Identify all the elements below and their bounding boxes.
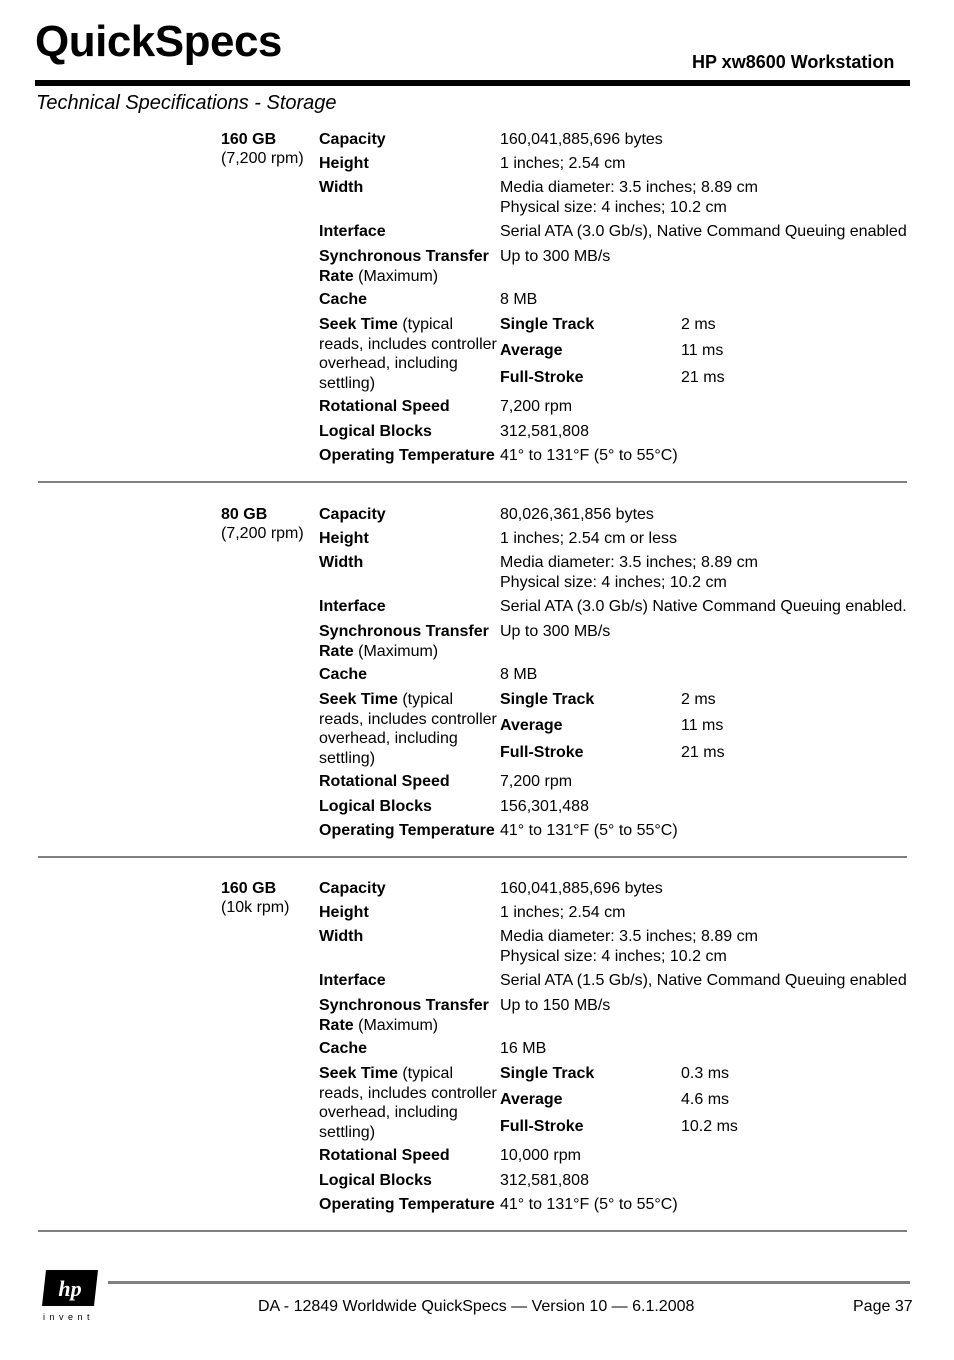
- value-sync-rate: Up to 150 MB/s: [500, 997, 611, 1014]
- label-seek-bold: Seek Time: [319, 316, 398, 333]
- value-average: 11 ms: [681, 717, 724, 734]
- label-logical-blocks: Logical Blocks: [319, 798, 432, 815]
- value-logical-blocks: 312,581,808: [500, 1172, 589, 1189]
- label-rate-bold: Rate: [319, 1017, 354, 1034]
- value-logical-blocks: 312,581,808: [500, 423, 589, 440]
- value-full-stroke: 10.2 ms: [681, 1118, 738, 1135]
- footer-doc-info: DA - 12849 Worldwide QuickSpecs — Version 10 — 6.1.2008: [258, 1298, 695, 1315]
- label-sync-transfer: Synchronous Transfer: [319, 623, 489, 640]
- label-seek-typical: (typical: [397, 1065, 453, 1082]
- label-width: Width: [319, 179, 364, 196]
- hp-logo: [40, 1268, 100, 1308]
- label-width: Width: [319, 554, 364, 571]
- hp-tagline: invent: [43, 1312, 95, 1322]
- label-sync-rate: [319, 1016, 438, 1036]
- label-sync-rate: [319, 642, 438, 662]
- label-full-stroke: Full-Stroke: [500, 744, 584, 761]
- drive-speed: (7,200 rpm): [221, 525, 304, 542]
- value-operating-temperature: 41° to 131°F (5° to 55°C): [500, 822, 678, 839]
- footer-rule: [108, 1281, 910, 1284]
- value-rotational-speed: 10,000 rpm: [500, 1147, 581, 1164]
- label-seek-note: reads, includes controller: [319, 1085, 497, 1102]
- label-cache: Cache: [319, 666, 368, 683]
- label-full-stroke: Full-Stroke: [500, 1118, 584, 1135]
- label-interface: Interface: [319, 972, 386, 989]
- page-brand-title: QuickSpecs: [35, 17, 282, 66]
- value-width-media: Media diameter: 3.5 inches; 8.89 cm: [500, 179, 758, 196]
- label-capacity: Capacity: [319, 880, 386, 897]
- label-rotational-speed: Rotational Speed: [319, 773, 450, 790]
- label-height: Height: [319, 904, 369, 921]
- label-full-stroke: Full-Stroke: [500, 369, 584, 386]
- label-seek-note: settling): [319, 750, 376, 767]
- label-interface: Interface: [319, 598, 386, 615]
- label-logical-blocks: Logical Blocks: [319, 423, 432, 440]
- label-seek-bold: Seek Time: [319, 1065, 398, 1082]
- label-cache: Cache: [319, 1040, 368, 1057]
- label-seek-time: [319, 315, 453, 335]
- label-average: Average: [500, 342, 563, 359]
- value-operating-temperature: 41° to 131°F (5° to 55°C): [500, 447, 678, 464]
- value-interface: Serial ATA (3.0 Gb/s), Native Command Queuing enabled: [500, 223, 907, 240]
- block-separator: [38, 856, 907, 858]
- label-rotational-speed: Rotational Speed: [319, 398, 450, 415]
- label-seek-note: reads, includes controller: [319, 711, 497, 728]
- value-sync-rate: Up to 300 MB/s: [500, 248, 611, 265]
- value-single-track: 2 ms: [681, 316, 716, 333]
- block-separator: [38, 481, 907, 483]
- label-sync-rate: [319, 267, 438, 287]
- label-seek-note: overhead, including: [319, 1104, 458, 1121]
- value-sync-rate: Up to 300 MB/s: [500, 623, 611, 640]
- drive-size: 160 GB: [221, 131, 277, 148]
- label-seek-time: [319, 1064, 453, 1084]
- label-operating-temperature: Operating Temperature: [319, 822, 495, 839]
- value-height: 1 inches; 2.54 cm: [500, 904, 626, 921]
- value-width-media: Media diameter: 3.5 inches; 8.89 cm: [500, 554, 758, 571]
- label-sync-transfer: Synchronous Transfer: [319, 248, 489, 265]
- drive-speed: (10k rpm): [221, 899, 290, 916]
- label-seek-time: [319, 690, 453, 710]
- value-interface: Serial ATA (1.5 Gb/s), Native Command Queuing enabled: [500, 972, 907, 989]
- label-seek-bold: Seek Time: [319, 691, 398, 708]
- value-average: 11 ms: [681, 342, 724, 359]
- value-single-track: 2 ms: [681, 691, 716, 708]
- value-height: 1 inches; 2.54 cm: [500, 155, 626, 172]
- value-full-stroke: 21 ms: [681, 369, 725, 386]
- label-operating-temperature: Operating Temperature: [319, 1196, 495, 1213]
- page-number: Page 37: [853, 1298, 913, 1315]
- label-cache: Cache: [319, 291, 368, 308]
- label-width: Width: [319, 928, 364, 945]
- label-seek-note: reads, includes controller: [319, 336, 497, 353]
- label-rate-maximum: (Maximum): [353, 268, 439, 285]
- label-seek-typical: (typical: [397, 316, 453, 333]
- value-interface: Serial ATA (3.0 Gb/s) Native Command Queuing enabled.: [500, 598, 907, 615]
- value-width-physical: Physical size: 4 inches; 10.2 cm: [500, 948, 727, 965]
- drive-size: 80 GB: [221, 506, 268, 523]
- label-seek-note: overhead, including: [319, 730, 458, 747]
- value-single-track: 0.3 ms: [681, 1065, 730, 1082]
- value-rotational-speed: 7,200 rpm: [500, 398, 573, 415]
- value-capacity: 160,041,885,696 bytes: [500, 880, 663, 897]
- value-width-media: Media diameter: 3.5 inches; 8.89 cm: [500, 928, 758, 945]
- product-name: HP xw8600 Workstation: [692, 52, 895, 72]
- block-separator: [38, 1230, 907, 1232]
- label-sync-transfer: Synchronous Transfer: [319, 997, 489, 1014]
- label-average: Average: [500, 717, 563, 734]
- value-height: 1 inches; 2.54 cm or less: [500, 530, 677, 547]
- label-rate-bold: Rate: [319, 268, 354, 285]
- label-logical-blocks: Logical Blocks: [319, 1172, 432, 1189]
- label-height: Height: [319, 155, 369, 172]
- label-average: Average: [500, 1091, 563, 1108]
- value-rotational-speed: 7,200 rpm: [500, 773, 573, 790]
- label-seek-typical: (typical: [397, 691, 453, 708]
- section-title: Technical Specifications - Storage: [36, 92, 337, 114]
- label-height: Height: [319, 530, 369, 547]
- label-rotational-speed: Rotational Speed: [319, 1147, 450, 1164]
- value-average: 4.6 ms: [681, 1091, 730, 1108]
- label-seek-note: settling): [319, 375, 376, 392]
- label-interface: Interface: [319, 223, 386, 240]
- value-full-stroke: 21 ms: [681, 744, 725, 761]
- label-single-track: Single Track: [500, 316, 595, 333]
- label-operating-temperature: Operating Temperature: [319, 447, 495, 464]
- label-seek-note: settling): [319, 1124, 376, 1141]
- label-single-track: Single Track: [500, 1065, 595, 1082]
- value-width-physical: Physical size: 4 inches; 10.2 cm: [500, 199, 727, 216]
- header-rule: [35, 80, 910, 86]
- value-cache: 8 MB: [500, 666, 538, 683]
- label-rate-bold: Rate: [319, 643, 354, 660]
- label-seek-note: overhead, including: [319, 355, 458, 372]
- value-width-physical: Physical size: 4 inches; 10.2 cm: [500, 574, 727, 591]
- value-capacity: 160,041,885,696 bytes: [500, 131, 663, 148]
- drive-size: 160 GB: [221, 880, 277, 897]
- value-cache: 16 MB: [500, 1040, 547, 1057]
- drive-speed: (7,200 rpm): [221, 150, 304, 167]
- label-capacity: Capacity: [319, 131, 386, 148]
- label-capacity: Capacity: [319, 506, 386, 523]
- value-cache: 8 MB: [500, 291, 538, 308]
- value-capacity: 80,026,361,856 bytes: [500, 506, 654, 523]
- svg-text:hp: hp: [58, 1276, 82, 1301]
- label-single-track: Single Track: [500, 691, 595, 708]
- value-operating-temperature: 41° to 131°F (5° to 55°C): [500, 1196, 678, 1213]
- label-rate-maximum: (Maximum): [353, 1017, 439, 1034]
- value-logical-blocks: 156,301,488: [500, 798, 589, 815]
- label-rate-maximum: (Maximum): [353, 643, 439, 660]
